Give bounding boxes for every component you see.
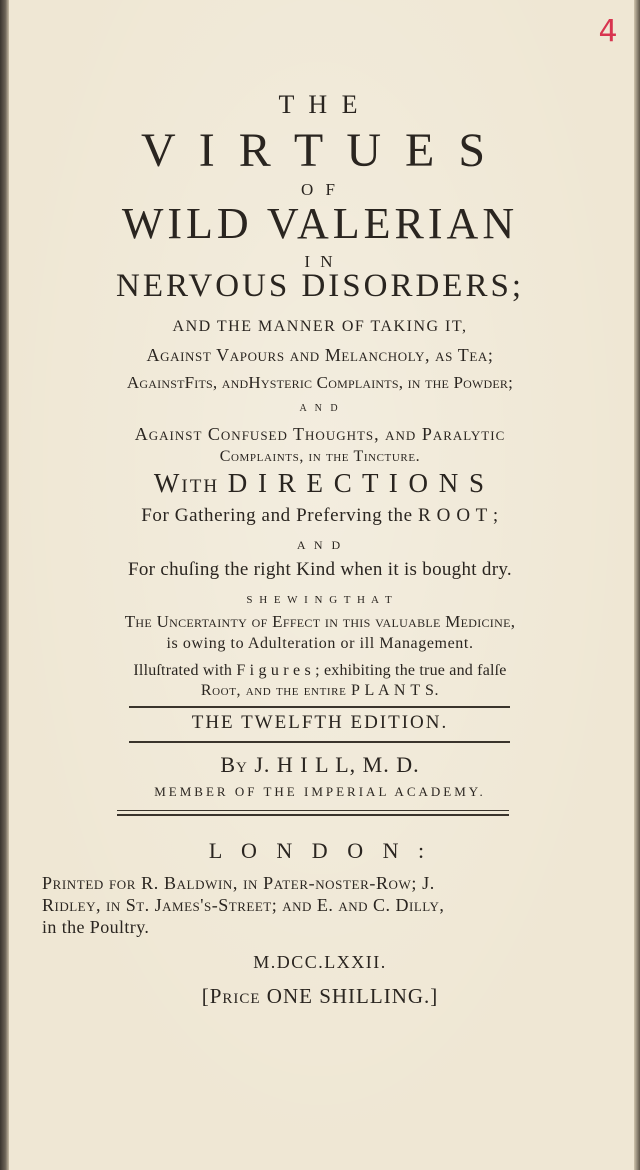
subtitle-fits: AgainſtFits, andHysteric Complaints, in the Powder; (126, 373, 514, 392)
subtitle-gathering: For Gathering and Preferving the R O O T ; (141, 505, 499, 526)
imprint-price: [Price ONE SHILLING.] (201, 984, 439, 1008)
subtitle-with-directions: With D I R E C T I O N S (153, 468, 487, 498)
imprint-printed-1: Printed for R. Baldwin, in Pater-noſter-Row; J. (42, 873, 435, 893)
subtitle-shewing: S H E W I N G T H A T (246, 594, 394, 606)
subtitle-and-2: A N D (296, 538, 344, 552)
title-virtues: V I R T U E S (140, 124, 492, 177)
subtitle-and-1: A N D (299, 403, 341, 414)
subtitle-chusing: For chuſing the right Kind when it is bought dry. (128, 559, 512, 580)
author-member: MEMBER OF THE IMPERIAL ACADEMY. (154, 784, 486, 799)
subtitle-root: Root, and the entire P L A N T S. (200, 682, 440, 699)
subtitle-vapours: Againſt Vapours and Melancholy, as Tea; (146, 345, 494, 365)
subtitle-manner: AND THE MANNER OF TAKING IT, (172, 318, 468, 335)
rule-above-imprint-1 (117, 810, 509, 811)
subtitle-illustrated: Illuſtrated with F i g u r e s ; exhibiting the true and falſe (133, 662, 507, 679)
title-wild-valerian: WILD VALERIAN (121, 199, 519, 248)
subtitle-adulteration: is owing to Adulteration or ill Management. (166, 635, 474, 652)
title-of: O F (301, 180, 339, 199)
imprint-printed-3: in the Poultry. (42, 917, 150, 937)
rule-below-edition (129, 741, 510, 743)
subtitle-complaints: Complaints, in the Tincture. (219, 448, 421, 465)
title-in: I N (304, 252, 336, 271)
title-nervous-disorders: NERVOUS DISORDERS; (116, 268, 524, 304)
subtitle-uncertainty: The Uncertainty of Effect in this valuable Medicine, (124, 612, 516, 631)
imprint-printed-2: Ridley, in St. James's-Street; and E. and C. Dilly, (42, 895, 445, 915)
edition: THE TWELFTH EDITION. (191, 712, 449, 733)
author-by: By J. H I L L, M. D. (220, 752, 420, 777)
imprint-city: L O N D O N : (208, 838, 432, 863)
imprint-date: M.DCC.LXXII. (253, 952, 387, 972)
folio-mark: 4 (598, 14, 618, 49)
subtitle-confused: Againſt Confused Thoughts, and Paralytic (134, 424, 506, 444)
rule-above-imprint-2 (117, 814, 509, 816)
rule-above-edition (129, 706, 510, 708)
title-the: T H E (278, 90, 362, 119)
